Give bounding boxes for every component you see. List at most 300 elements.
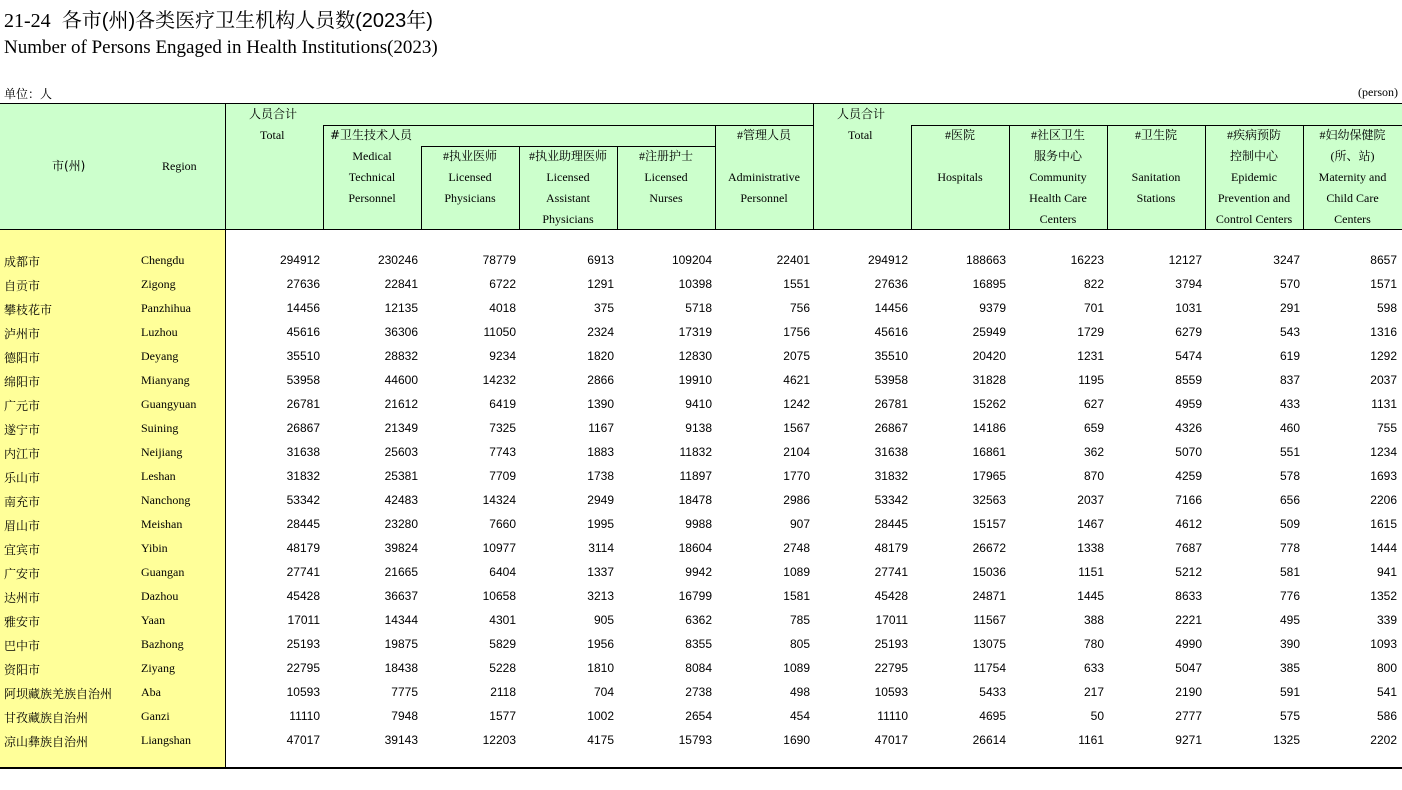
cell-value: 2324 xyxy=(587,325,614,339)
cell-value: 25381 xyxy=(384,469,418,483)
cell-value: 4259 xyxy=(1175,469,1202,483)
cell-value: 1820 xyxy=(587,349,614,363)
cell-value: 1292 xyxy=(1370,349,1397,363)
table-row xyxy=(0,632,1402,656)
cell-value: 570 xyxy=(1279,277,1300,291)
cell-value: 6419 xyxy=(489,397,516,411)
cell-value: 2037 xyxy=(1077,493,1104,507)
header-chc: #社区卫生 服务中心 Community Health Care Centers xyxy=(1029,128,1087,226)
cell-value: 2202 xyxy=(1370,733,1397,747)
city-name-cn: 德阳市 xyxy=(4,351,41,365)
city-name-cn: 攀枝花市 xyxy=(4,303,53,317)
cell-value: 17011 xyxy=(287,613,320,627)
header-sanitation: #卫生院 Sanitation Stations xyxy=(1131,128,1181,205)
cell-value: 5718 xyxy=(685,301,712,315)
cell-value: 24871 xyxy=(972,589,1006,603)
header-licphys: #执业医师 Licensed Physicians xyxy=(442,149,497,205)
region-name-en: Zigong xyxy=(141,277,176,291)
header-medtech-en: Medical Technical Personnel xyxy=(348,149,396,205)
cell-value: 12135 xyxy=(384,301,418,315)
cell-value: 1352 xyxy=(1370,589,1397,603)
cell-value: 339 xyxy=(1376,613,1397,627)
cell-value: 45616 xyxy=(286,325,320,339)
cell-value: 50 xyxy=(1090,709,1104,723)
cell-value: 13075 xyxy=(972,637,1006,651)
cell-value: 385 xyxy=(1279,661,1300,675)
table-row xyxy=(0,272,1402,296)
cell-value: 1089 xyxy=(783,661,810,675)
cell-value: 3794 xyxy=(1175,277,1202,291)
cell-value: 188663 xyxy=(965,253,1006,267)
cell-value: 48179 xyxy=(874,541,908,555)
cell-value: 2654 xyxy=(685,709,712,723)
cell-value: 776 xyxy=(1279,589,1300,603)
unit-label-cn: 单位：人 xyxy=(4,87,53,101)
cell-value: 8355 xyxy=(685,637,712,651)
header-cdc: #疾病预防 控制中心 Epidemic Prevention and Control Centers xyxy=(1215,128,1293,226)
cell-value: 5474 xyxy=(1175,349,1202,363)
city-name-cn: 广安市 xyxy=(4,567,41,581)
cell-value: 22795 xyxy=(286,661,320,675)
cell-value: 2866 xyxy=(587,373,614,387)
cell-value: 26781 xyxy=(286,397,320,411)
cell-value: 454 xyxy=(789,709,810,723)
cell-value: 78779 xyxy=(482,253,516,267)
city-name-cn: 广元市 xyxy=(4,399,41,413)
cell-value: 2221 xyxy=(1175,613,1202,627)
cell-value: 7948 xyxy=(391,709,418,723)
region-name-en: Yaan xyxy=(141,613,166,627)
cell-value: 591 xyxy=(1279,685,1300,699)
cell-value: 1031 xyxy=(1175,301,1202,315)
cell-value: 11110 xyxy=(289,709,320,723)
cell-value: 9942 xyxy=(685,565,712,579)
region-name-en: Panzhihua xyxy=(141,301,191,315)
cell-value: 16861 xyxy=(972,445,1006,459)
cell-value: 543 xyxy=(1279,325,1300,339)
cell-value: 27741 xyxy=(286,565,320,579)
table-body xyxy=(0,230,1402,768)
cell-value: 837 xyxy=(1279,373,1300,387)
cell-value: 14456 xyxy=(286,301,320,315)
region-name-en: Liangshan xyxy=(141,733,191,747)
cell-value: 1729 xyxy=(1077,325,1104,339)
table-row xyxy=(0,320,1402,344)
cell-value: 1571 xyxy=(1370,277,1397,291)
cell-value: 27741 xyxy=(874,565,908,579)
cell-value: 1316 xyxy=(1370,325,1397,339)
cell-value: 1770 xyxy=(783,469,810,483)
table-row xyxy=(0,536,1402,560)
region-name-en: Yibin xyxy=(141,541,168,555)
city-name-cn: 成都市 xyxy=(4,255,41,269)
cell-value: 2738 xyxy=(685,685,712,699)
header-nurses: #注册护士 Licensed Nurses xyxy=(638,149,693,205)
cell-value: 778 xyxy=(1279,541,1300,555)
cell-value: 1995 xyxy=(587,517,614,531)
cell-value: 36637 xyxy=(384,589,418,603)
cell-value: 1615 xyxy=(1370,517,1397,531)
cell-value: 22401 xyxy=(776,253,810,267)
cell-value: 5829 xyxy=(489,637,516,651)
header-total-cn: 人员合计 xyxy=(249,107,298,121)
cell-value: 1338 xyxy=(1077,541,1104,555)
cell-value: 633 xyxy=(1083,661,1104,675)
cell-value: 627 xyxy=(1083,397,1104,411)
cell-value: 14456 xyxy=(874,301,908,315)
cell-value: 15793 xyxy=(678,733,712,747)
cell-value: 388 xyxy=(1083,613,1104,627)
cell-value: 1444 xyxy=(1370,541,1397,555)
region-name-en: Meishan xyxy=(141,517,183,531)
cell-value: 45428 xyxy=(874,589,908,603)
region-name-en: Luzhou xyxy=(141,325,178,339)
cell-value: 1151 xyxy=(1078,565,1104,579)
table-row xyxy=(0,416,1402,440)
cell-value: 6279 xyxy=(1175,325,1202,339)
region-name-en: Guangyuan xyxy=(141,397,197,411)
cell-value: 822 xyxy=(1083,277,1104,291)
cell-value: 20420 xyxy=(972,349,1006,363)
header-mch: #妇幼保健院 (所、站) Maternity and Child Care Centers xyxy=(1318,128,1387,226)
cell-value: 1956 xyxy=(587,637,614,651)
cell-value: 26867 xyxy=(874,421,908,435)
cell-value: 7709 xyxy=(489,469,516,483)
cell-value: 10398 xyxy=(678,277,712,291)
cell-value: 1291 xyxy=(587,277,614,291)
table-row xyxy=(0,296,1402,320)
cell-value: 25193 xyxy=(874,637,908,651)
header-city: 市(州) xyxy=(52,159,86,173)
cell-value: 10658 xyxy=(482,589,516,603)
cell-value: 48179 xyxy=(286,541,320,555)
cell-value: 870 xyxy=(1083,469,1104,483)
cell-value: 31828 xyxy=(972,373,1006,387)
cell-value: 1002 xyxy=(587,709,614,723)
cell-value: 27636 xyxy=(286,277,320,291)
cell-value: 9138 xyxy=(685,421,712,435)
cell-value: 1093 xyxy=(1370,637,1397,651)
table-row xyxy=(0,368,1402,392)
cell-value: 581 xyxy=(1279,565,1300,579)
city-name-cn: 阿坝藏族羌族自治州 xyxy=(4,687,113,701)
cell-value: 16895 xyxy=(972,277,1006,291)
cell-value: 8559 xyxy=(1175,373,1202,387)
cell-value: 28445 xyxy=(874,517,908,531)
header-total-en: Total xyxy=(260,128,285,142)
cell-value: 23280 xyxy=(384,517,418,531)
cell-value: 12127 xyxy=(1168,253,1202,267)
cell-value: 1467 xyxy=(1077,517,1104,531)
cell-value: 659 xyxy=(1083,421,1104,435)
cell-value: 53958 xyxy=(874,373,908,387)
cell-value: 805 xyxy=(789,637,810,651)
cell-value: 22841 xyxy=(384,277,418,291)
cell-value: 1167 xyxy=(588,421,614,435)
city-name-cn: 泸州市 xyxy=(4,327,41,341)
city-name-cn: 资阳市 xyxy=(4,663,41,677)
cell-value: 656 xyxy=(1279,493,1300,507)
cell-value: 11110 xyxy=(877,709,908,723)
cell-value: 1883 xyxy=(587,445,614,459)
cell-value: 1161 xyxy=(1078,733,1104,747)
cell-value: 11897 xyxy=(679,469,712,483)
cell-value: 39824 xyxy=(384,541,418,555)
region-name-en: Mianyang xyxy=(141,373,190,387)
cell-value: 433 xyxy=(1279,397,1300,411)
cell-value: 4959 xyxy=(1175,397,1202,411)
cell-value: 4175 xyxy=(587,733,614,747)
city-name-cn: 甘孜藏族自治州 xyxy=(4,711,89,725)
city-name-cn: 巴中市 xyxy=(4,639,41,653)
city-name-cn: 绵阳市 xyxy=(4,375,41,389)
cell-value: 9379 xyxy=(979,301,1006,315)
cell-value: 1581 xyxy=(783,589,810,603)
header-total2-en: Total xyxy=(848,128,873,142)
cell-value: 495 xyxy=(1279,613,1300,627)
cell-value: 7743 xyxy=(489,445,516,459)
cell-value: 2748 xyxy=(783,541,810,555)
title-cn-text: 各市(州)各类医疗卫生机构人员数(2023年) xyxy=(61,10,433,32)
table-row xyxy=(0,584,1402,608)
cell-value: 6362 xyxy=(685,613,712,627)
unit-label-en: (person) xyxy=(1358,85,1398,99)
cell-value: 53342 xyxy=(286,493,320,507)
cell-value: 15262 xyxy=(972,397,1006,411)
cell-value: 39143 xyxy=(384,733,418,747)
region-name-en: Dazhou xyxy=(141,589,179,603)
region-name-en: Neijiang xyxy=(141,445,183,459)
table-row xyxy=(0,656,1402,680)
cell-value: 14344 xyxy=(384,613,418,627)
table-row xyxy=(0,440,1402,464)
cell-value: 18478 xyxy=(678,493,712,507)
cell-value: 2949 xyxy=(587,493,614,507)
cell-value: 10977 xyxy=(482,541,516,555)
cell-value: 498 xyxy=(789,685,810,699)
cell-value: 28445 xyxy=(286,517,320,531)
cell-value: 4990 xyxy=(1175,637,1202,651)
city-name-cn: 南充市 xyxy=(4,495,41,509)
cell-value: 1693 xyxy=(1370,469,1397,483)
table-row xyxy=(0,728,1402,752)
table-header xyxy=(0,103,1402,230)
cell-value: 2190 xyxy=(1175,685,1202,699)
cell-value: 1195 xyxy=(1078,373,1104,387)
header-region: Region xyxy=(162,159,197,173)
cell-value: 19910 xyxy=(678,373,712,387)
cell-value: 1231 xyxy=(1077,349,1104,363)
cell-value: 35510 xyxy=(874,349,908,363)
cell-value: 4695 xyxy=(979,709,1006,723)
cell-value: 1551 xyxy=(783,277,810,291)
cell-value: 32563 xyxy=(972,493,1006,507)
cell-value: 5228 xyxy=(489,661,516,675)
table-row xyxy=(0,392,1402,416)
cell-value: 294912 xyxy=(279,253,320,267)
header-hospitals: #医院 Hospitals xyxy=(937,128,983,184)
cell-value: 28832 xyxy=(384,349,418,363)
cell-value: 460 xyxy=(1279,421,1300,435)
table-row xyxy=(0,344,1402,368)
cell-value: 53342 xyxy=(874,493,908,507)
cell-value: 4326 xyxy=(1175,421,1202,435)
city-name-cn: 雅安市 xyxy=(4,615,41,629)
cell-value: 45428 xyxy=(286,589,320,603)
city-name-cn: 遂宁市 xyxy=(4,423,41,437)
cell-value: 11754 xyxy=(973,661,1006,675)
cell-value: 21612 xyxy=(384,397,418,411)
cell-value: 15157 xyxy=(972,517,1006,531)
cell-value: 26672 xyxy=(972,541,1006,555)
region-name-en: Chengdu xyxy=(141,253,185,267)
region-name-en: Nanchong xyxy=(141,493,191,507)
cell-value: 31832 xyxy=(286,469,320,483)
cell-value: 10593 xyxy=(286,685,320,699)
cell-value: 25603 xyxy=(384,445,418,459)
cell-value: 1131 xyxy=(1371,397,1397,411)
cell-value: 9410 xyxy=(685,397,712,411)
page-title-cn xyxy=(4,4,433,33)
cell-value: 1577 xyxy=(489,709,516,723)
cell-value: 1337 xyxy=(587,565,614,579)
cell-value: 7775 xyxy=(391,685,418,699)
cell-value: 217 xyxy=(1083,685,1104,699)
cell-value: 5212 xyxy=(1175,565,1202,579)
cell-value: 1234 xyxy=(1370,445,1397,459)
cell-value: 1810 xyxy=(587,661,614,675)
cell-value: 1738 xyxy=(587,469,614,483)
table-row xyxy=(0,488,1402,512)
city-name-cn: 凉山彝族自治州 xyxy=(4,735,89,749)
city-name-cn: 内江市 xyxy=(4,447,41,461)
cell-value: 11832 xyxy=(679,445,712,459)
cell-value: 8657 xyxy=(1370,253,1397,267)
cell-value: 2118 xyxy=(490,685,516,699)
cell-value: 3114 xyxy=(588,541,614,555)
cell-value: 755 xyxy=(1376,421,1397,435)
cell-value: 4301 xyxy=(489,613,516,627)
cell-value: 4612 xyxy=(1175,517,1202,531)
cell-value: 8633 xyxy=(1175,589,1202,603)
region-name-en: Guangan xyxy=(141,565,185,579)
cell-value: 5047 xyxy=(1175,661,1202,675)
cell-value: 26614 xyxy=(972,733,1006,747)
cell-value: 905 xyxy=(593,613,614,627)
cell-value: 2104 xyxy=(783,445,810,459)
cell-value: 9988 xyxy=(685,517,712,531)
cell-value: 575 xyxy=(1279,709,1300,723)
cell-value: 230246 xyxy=(377,253,418,267)
page-title-en: Number of Persons Engaged in Health Institutions(2023) xyxy=(4,37,438,58)
cell-value: 47017 xyxy=(874,733,908,747)
cell-value: 2075 xyxy=(783,349,810,363)
cell-value: 4018 xyxy=(489,301,516,315)
cell-value: 7166 xyxy=(1175,493,1202,507)
cell-value: 1089 xyxy=(783,565,810,579)
cell-value: 780 xyxy=(1083,637,1104,651)
cell-value: 5070 xyxy=(1175,445,1202,459)
cell-value: 1690 xyxy=(783,733,810,747)
table-row xyxy=(0,704,1402,728)
cell-value: 551 xyxy=(1279,445,1300,459)
cell-value: 375 xyxy=(593,301,614,315)
cell-value: 45616 xyxy=(874,325,908,339)
cell-value: 756 xyxy=(789,301,810,315)
table-row xyxy=(0,560,1402,584)
cell-value: 18438 xyxy=(384,661,418,675)
cell-value: 25949 xyxy=(972,325,1006,339)
cell-value: 14232 xyxy=(482,373,516,387)
cell-value: 362 xyxy=(1083,445,1104,459)
cell-value: 16799 xyxy=(678,589,712,603)
cell-value: 26867 xyxy=(286,421,320,435)
cell-value: 2777 xyxy=(1175,709,1202,723)
cell-value: 3213 xyxy=(587,589,614,603)
cell-value: 598 xyxy=(1376,301,1397,315)
cell-value: 31638 xyxy=(286,445,320,459)
region-name-en: Suining xyxy=(141,421,179,435)
cell-value: 42483 xyxy=(384,493,418,507)
city-name-cn: 乐山市 xyxy=(4,471,41,485)
region-name-en: Ganzi xyxy=(141,709,170,723)
cell-value: 586 xyxy=(1376,709,1397,723)
table-row xyxy=(0,680,1402,704)
cell-value: 1445 xyxy=(1077,589,1104,603)
cell-value: 4621 xyxy=(783,373,810,387)
header-admin: #管理人员 Administrative Personnel xyxy=(728,128,800,205)
table-row xyxy=(0,512,1402,536)
cell-value: 1567 xyxy=(783,421,810,435)
table-row xyxy=(0,464,1402,488)
cell-value: 2986 xyxy=(783,493,810,507)
cell-value: 12830 xyxy=(678,349,712,363)
cell-value: 53958 xyxy=(286,373,320,387)
cell-value: 31638 xyxy=(874,445,908,459)
cell-value: 26781 xyxy=(874,397,908,411)
cell-value: 800 xyxy=(1376,661,1397,675)
cell-value: 16223 xyxy=(1070,253,1104,267)
header-medtech-cn: #卫生技术人员 xyxy=(330,128,413,142)
cell-value: 21665 xyxy=(384,565,418,579)
cell-value: 17965 xyxy=(972,469,1006,483)
cell-value: 5433 xyxy=(979,685,1006,699)
cell-value: 14324 xyxy=(482,493,516,507)
cell-value: 22795 xyxy=(874,661,908,675)
cell-value: 291 xyxy=(1279,301,1300,315)
cell-value: 21349 xyxy=(384,421,418,435)
cell-value: 785 xyxy=(789,613,810,627)
cell-value: 10593 xyxy=(874,685,908,699)
cell-value: 36306 xyxy=(384,325,418,339)
cell-value: 294912 xyxy=(867,253,908,267)
cell-value: 18604 xyxy=(678,541,712,555)
cell-value: 390 xyxy=(1279,637,1300,651)
cell-value: 3247 xyxy=(1273,253,1300,267)
region-name-en: Ziyang xyxy=(141,661,175,675)
city-name-cn: 宜宾市 xyxy=(4,543,41,557)
cell-value: 7687 xyxy=(1175,541,1202,555)
cell-value: 9234 xyxy=(489,349,516,363)
city-name-cn: 达州市 xyxy=(4,591,41,605)
cell-value: 509 xyxy=(1279,517,1300,531)
cell-value: 704 xyxy=(593,685,614,699)
cell-value: 14186 xyxy=(972,421,1006,435)
region-name-en: Aba xyxy=(141,685,161,699)
cell-value: 11050 xyxy=(483,325,516,339)
cell-value: 1756 xyxy=(783,325,810,339)
cell-value: 11567 xyxy=(973,613,1006,627)
